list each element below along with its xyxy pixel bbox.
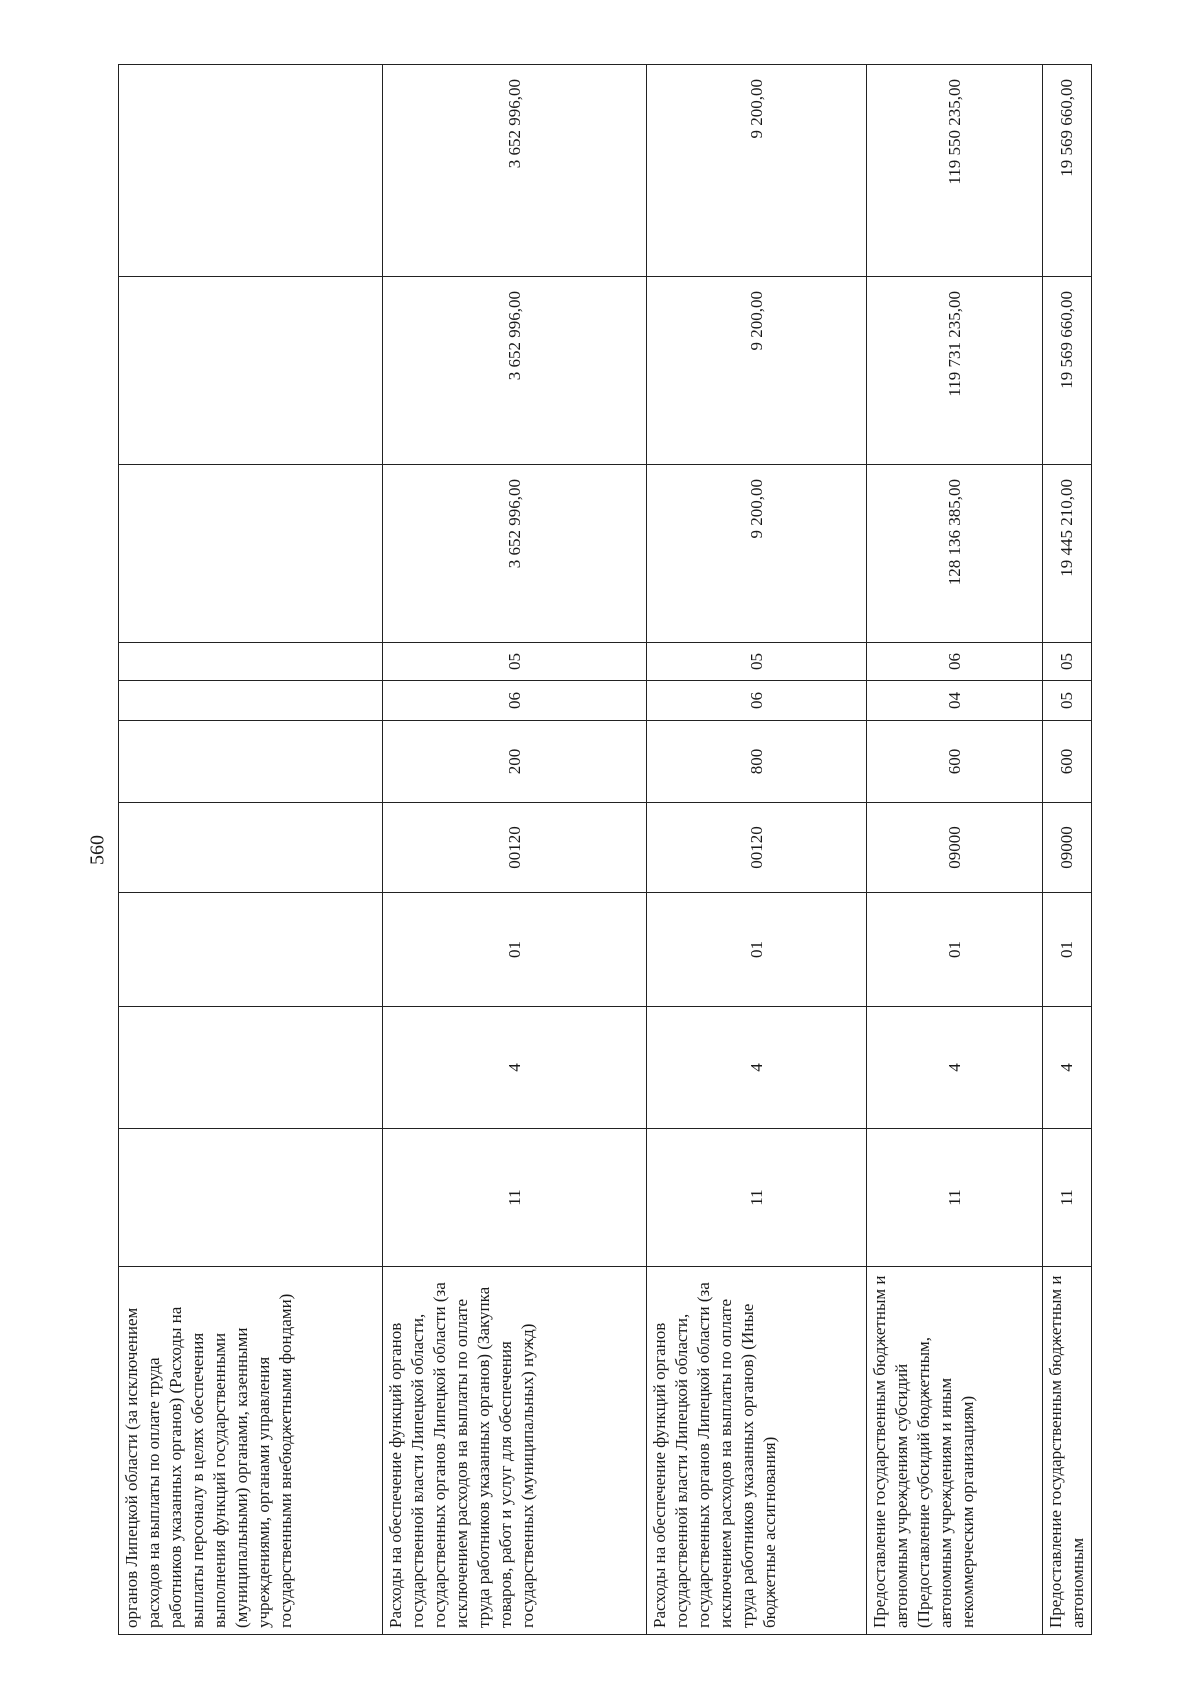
- code-cell: 800: [647, 721, 867, 803]
- amount-cell: 3 652 996,00: [383, 277, 647, 465]
- row-description: органов Липецкой области (за исключением расходов на выплаты по оплате труда работников указанных органов) (Расходы на выплаты персоналу в целях обеспечения выполнения функций государственными (муниципальными) органами, казенными учреждениями, органами управления государственными внебюджетными фондами): [119, 1267, 383, 1635]
- code-cell: 200: [383, 721, 647, 803]
- table-row: [1043, 65, 1092, 1635]
- code-cell: 05: [1043, 643, 1092, 681]
- code-cell: [119, 643, 383, 681]
- code-cell: 600: [1043, 721, 1092, 803]
- budget-table-rotation: [118, 79, 1200, 1635]
- code-cell: 11: [867, 1129, 1043, 1267]
- amount-cell: [119, 465, 383, 643]
- budget-table-container: [118, 65, 1088, 1635]
- budget-table: [118, 64, 1092, 1635]
- amount-cell: 128 136 385,00: [867, 465, 1043, 643]
- code-cell: [119, 1129, 383, 1267]
- amount-cell: [119, 65, 383, 277]
- code-cell: 4: [1043, 1007, 1092, 1129]
- row-description: Предоставление государственным бюджетным и автономным: [1043, 1267, 1092, 1635]
- code-cell: 06: [647, 681, 867, 721]
- amount-cell: 119 550 235,00: [867, 65, 1043, 277]
- amount-cell: 119 731 235,00: [867, 277, 1043, 465]
- code-cell: 01: [1043, 893, 1092, 1007]
- page-number: 560: [86, 835, 109, 865]
- row-description: Предоставление государственным бюджетным и автономным учреждениям субсидий (Предоставление субсидий бюджетным, автономным учреждениям и иным некоммерческим организациям): [867, 1267, 1043, 1635]
- code-cell: 11: [1043, 1129, 1092, 1267]
- code-cell: [119, 803, 383, 893]
- code-cell: 00120: [383, 803, 647, 893]
- amount-cell: [119, 277, 383, 465]
- code-cell: 4: [647, 1007, 867, 1129]
- amount-cell: 9 200,00: [647, 65, 867, 277]
- code-cell: 11: [647, 1129, 867, 1267]
- amount-cell: 3 652 996,00: [383, 65, 647, 277]
- code-cell: 4: [383, 1007, 647, 1129]
- code-cell: 4: [867, 1007, 1043, 1129]
- code-cell: [119, 721, 383, 803]
- code-cell: 06: [867, 643, 1043, 681]
- table-row: [119, 65, 383, 1635]
- code-cell: 05: [383, 643, 647, 681]
- code-cell: 01: [647, 893, 867, 1007]
- amount-cell: 19 569 660,00: [1043, 277, 1092, 465]
- code-cell: [119, 1007, 383, 1129]
- table-row: [867, 65, 1043, 1635]
- code-cell: 01: [867, 893, 1043, 1007]
- code-cell: 11: [383, 1129, 647, 1267]
- row-description: Расходы на обеспечение функций органов государственной власти Липецкой области, государственных органов Липецкой области (за исключением расходов на выплаты по оплате труда работников указанных органов) (Закупка товаров, работ и услуг для обеспечения государственных (муниципальных) нужд): [383, 1267, 647, 1635]
- code-cell: 01: [383, 893, 647, 1007]
- code-cell: 09000: [867, 803, 1043, 893]
- code-cell: 06: [383, 681, 647, 721]
- amount-cell: 19 569 660,00: [1043, 65, 1092, 277]
- code-cell: 00120: [647, 803, 867, 893]
- amount-cell: 19 445 210,00: [1043, 465, 1092, 643]
- code-cell: 04: [867, 681, 1043, 721]
- code-cell: [119, 893, 383, 1007]
- code-cell: [119, 681, 383, 721]
- code-cell: 09000: [1043, 803, 1092, 893]
- code-cell: 05: [647, 643, 867, 681]
- table-row: [383, 65, 647, 1635]
- amount-cell: 9 200,00: [647, 465, 867, 643]
- table-row: [647, 65, 867, 1635]
- code-cell: 05: [1043, 681, 1092, 721]
- code-cell: 600: [867, 721, 1043, 803]
- amount-cell: 3 652 996,00: [383, 465, 647, 643]
- row-description: Расходы на обеспечение функций органов государственной власти Липецкой области, государственных органов Липецкой области (за исключением расходов на выплаты по оплате труда работников указанных органов) (Иные бюджетные ассигнования): [647, 1267, 867, 1635]
- amount-cell: 9 200,00: [647, 277, 867, 465]
